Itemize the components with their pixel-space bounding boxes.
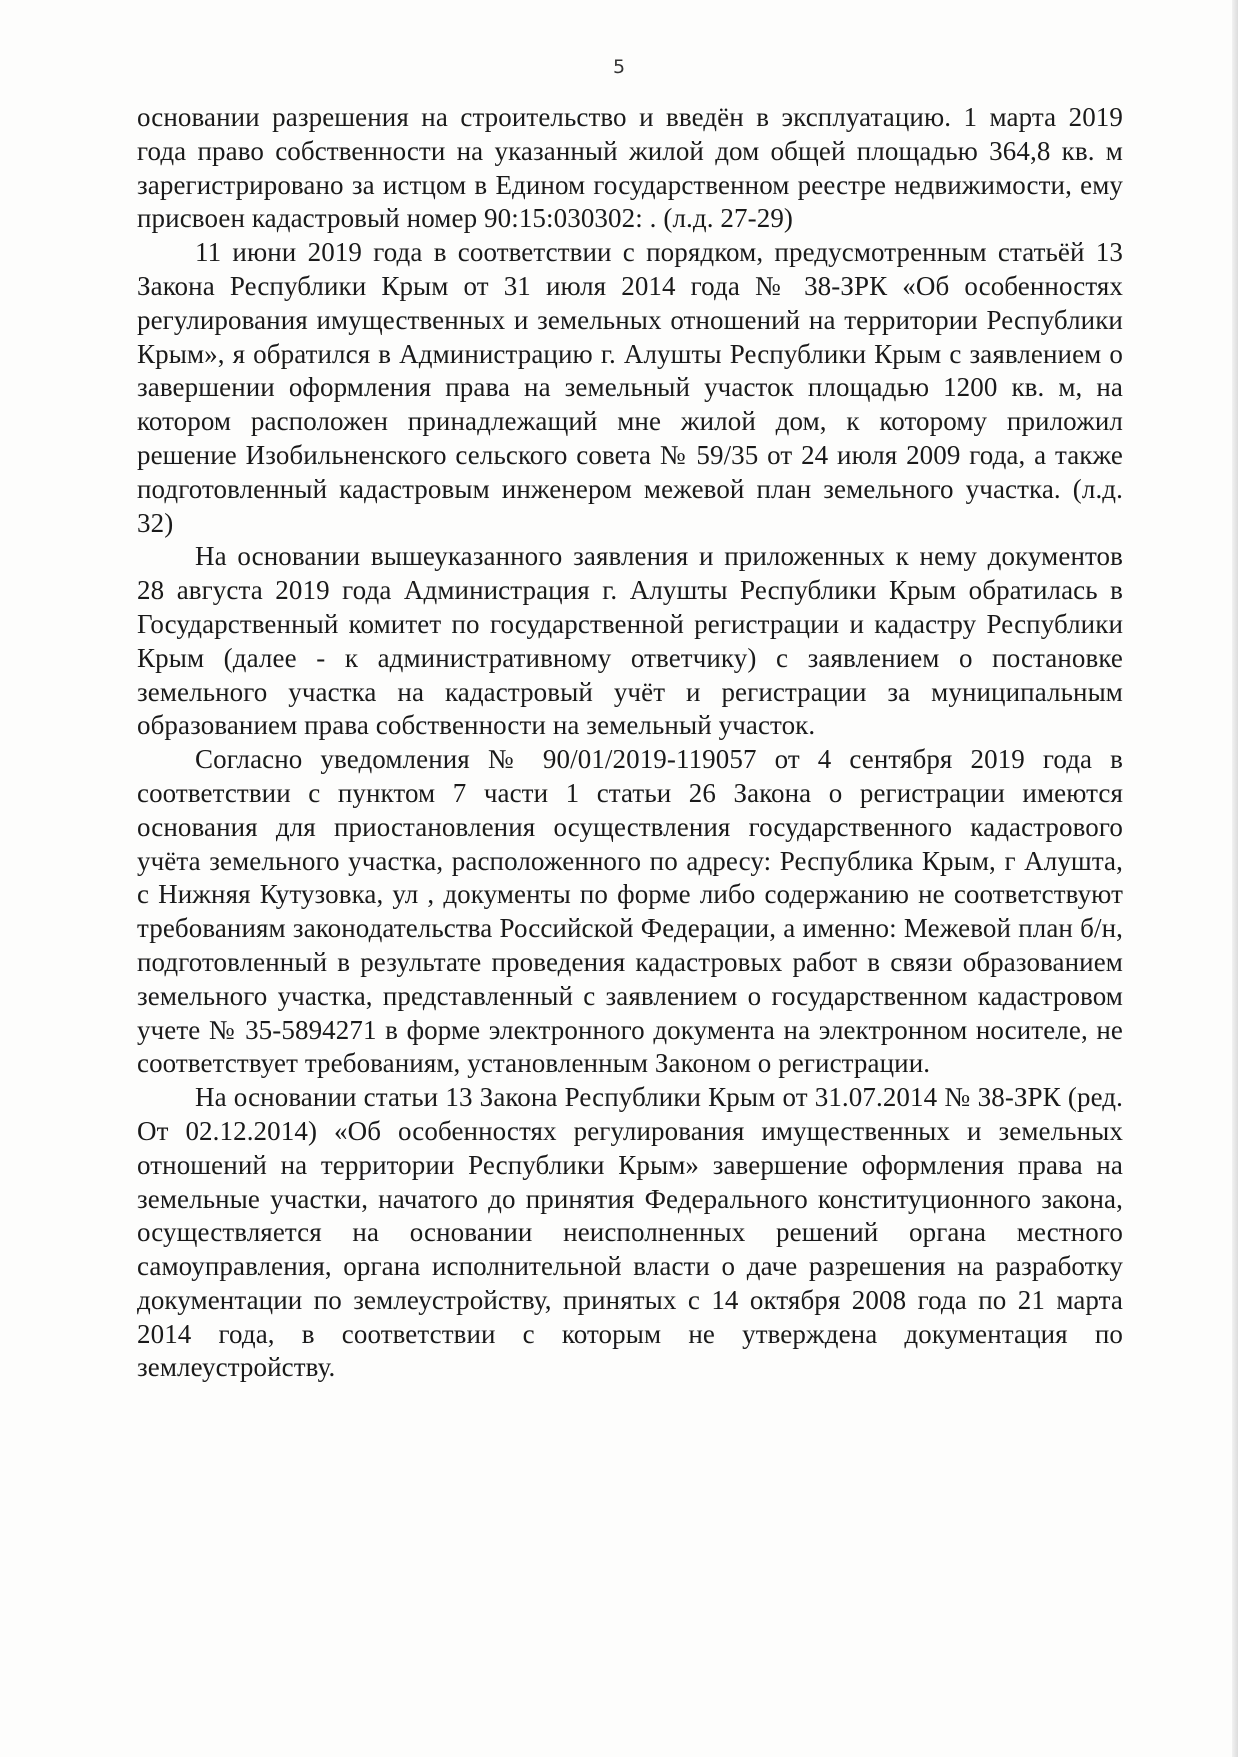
page-edge-shadow bbox=[1232, 0, 1238, 1757]
paragraph-legal-basis: На основании статьи 13 Закона Республики Крым от 31.07.2014 № 38-ЗРК (ред. От 02.12.2014) «Об особенностях регулирования имущественных и земельных отношений на территории Республики Крым» завершение оформления права на земельные участки, начатого до принятия Федерального конституционного закона, осуществляется на основании неисполненных решений органа местного самоуправления, органа исполнительной власти о даче разрешения на разработку документации по землеустройству, принятых с 14 октября 2008 года по 21 марта 2014 года, в соответствии с которым не утверждена документация по землеустройству. bbox=[137, 1082, 1123, 1383]
document-body bbox=[137, 101, 1123, 1385]
paragraph-notification: Согласно уведомления № 90/01/2019-119057 от 4 сентября 2019 года в соответствии с пунктом 7 части 1 статьи 26 Закона о регистрации имеются основания для приостановления осуществления государственного кадастрового учёта земельного участка, расположенного по адресу: Республика Крым, г Алушта, с Нижняя Кутузовка, ул , документы по форме либо содержанию не соответствуют требованиям законодательства Российской Федерации, а именно: Межевой план б/н, подготовленный в результате проведения кадастровых работ в связи образованием земельного участка, представленный с заявлением о государственном кадастровом учете № 35-5894271 в форме электронного документа на электронном носителе, не соответствует требованиям, установленным Законом о регистрации. bbox=[137, 744, 1123, 1079]
page-number: 5 bbox=[612, 56, 626, 78]
paragraph-administration-request: На основании вышеуказанного заявления и приложенных к нему документов 28 августа 2019 года Администрация г. Алушты Республики Крым обратилась в Государственный комитет по государственной регистрации и кадастру Республики Крым (далее - к административному ответчику) с заявлением о постановке земельного участка на кадастровый учёт и регистрации за муниципальным образованием права собственности на земельный участок. bbox=[137, 541, 1123, 741]
paragraph-continuation: основании разрешения на строительство и введён в эксплуатацию. 1 марта 2019 года право собственности на указанный жилой дом общей площадью 364,8 кв. м зарегистрировано за истцом в Едином государственном реестре недвижимости, ему присвоен кадастровый номер 90:15:030302: . (л.д. 27-29) bbox=[137, 102, 1123, 234]
paragraph-application: 11 июни 2019 года в соответствии с порядком, предусмотренным статьёй 13 Закона Республики Крым от 31 июля 2014 года № 38-ЗРК «Об особенностях регулирования имущественных и земельных отношений на территории Республики Крым», я обратился в Администрацию г. Алушты Республики Крым с заявлением о завершении оформления права на земельный участок площадью 1200 кв. м, на котором расположен принадлежащий мне жилой дом, к которому приложил решение Изобильненского сельского совета № 59/35 от 24 июля 2009 года, а также подготовленный кадастровым инженером межевой план земельного участка. (л.д. 32) bbox=[137, 237, 1123, 538]
